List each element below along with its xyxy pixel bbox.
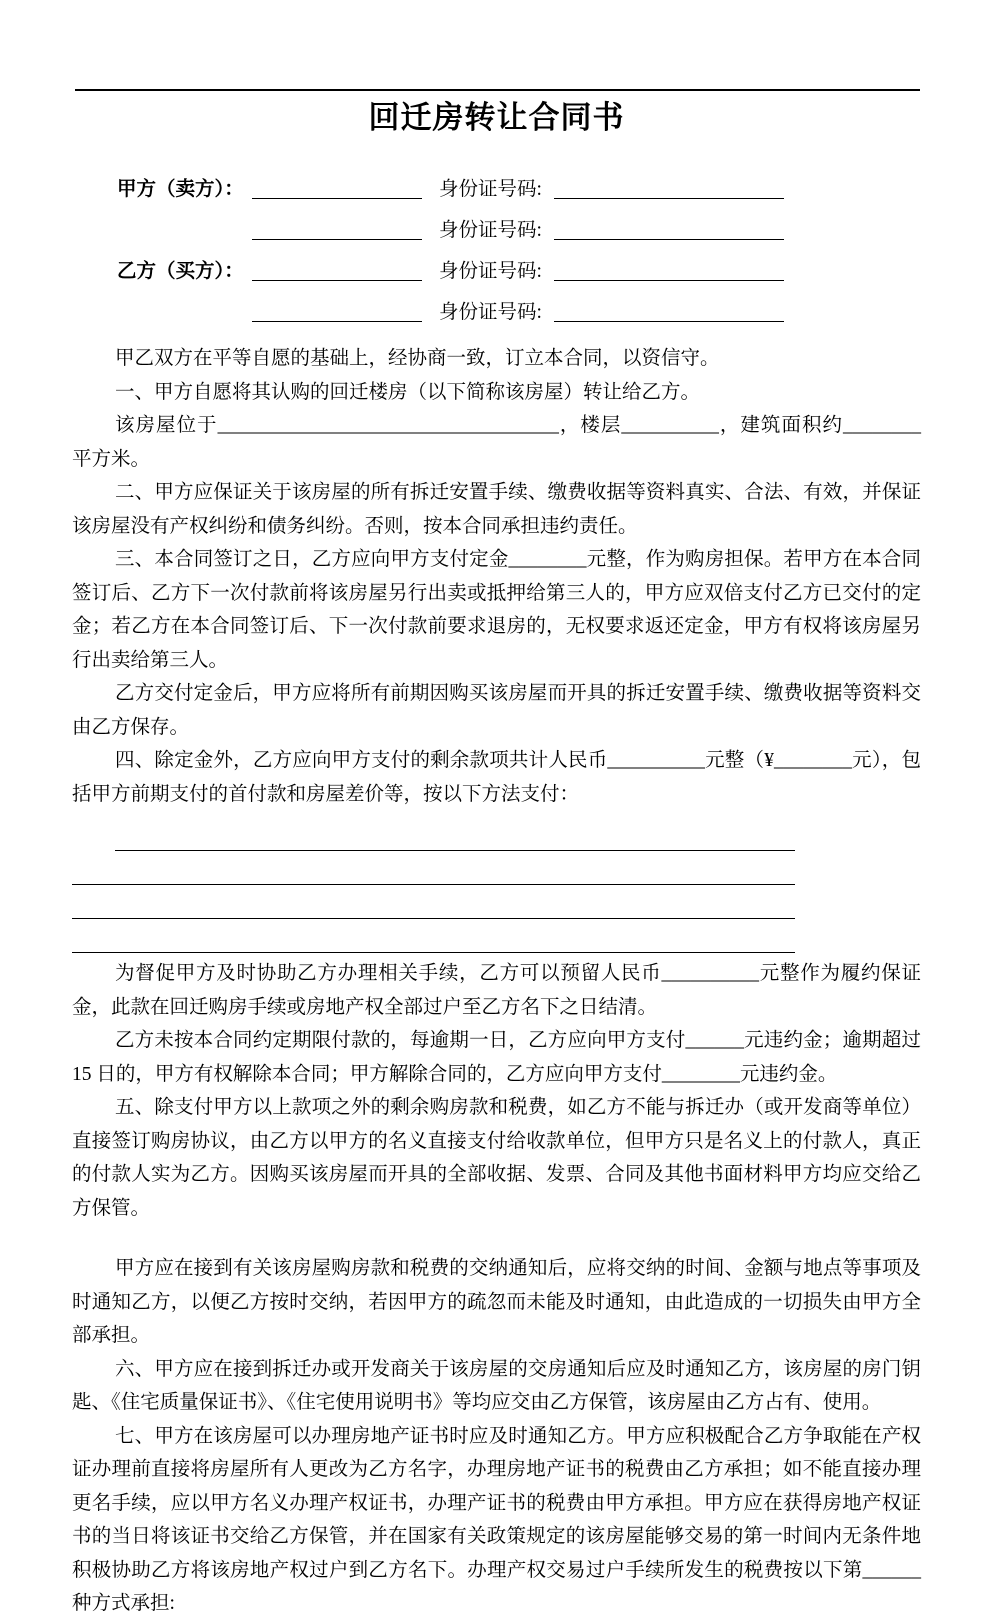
party-b-row bbox=[117, 260, 993, 283]
party-a2-name-blank[interactable] bbox=[252, 219, 422, 240]
para-house-location: 该房屋位于___________________________________，楼层__________，建筑面积约________平方米。 bbox=[72, 415, 921, 470]
party-b-name-blank[interactable] bbox=[252, 260, 422, 281]
page-title: 回迁房转让合同书 bbox=[368, 100, 625, 135]
party-b2-id-blank[interactable] bbox=[554, 301, 784, 322]
para-clause-1: 一、甲方自愿将其认购的回迁楼房（以下简称该房屋）转让给乙方。 bbox=[115, 381, 701, 403]
party-a2-id-label: 身份证号码: bbox=[439, 220, 542, 241]
payment-method-fill-lines bbox=[72, 817, 921, 953]
fill-in-line[interactable] bbox=[115, 817, 795, 851]
para-late-payment: 乙方未按本合同约定期限付款的，每逾期一日，乙方应向甲方支付______元违约金；逾期超过 15 日的，甲方有权解除本合同；甲方解除合同的，乙方应向甲方支付________元违约金。 bbox=[72, 1030, 921, 1085]
party-b-id-blank[interactable] bbox=[554, 260, 784, 281]
party-b2-row bbox=[117, 301, 993, 324]
para-preamble: 甲乙双方在平等自愿的基础上，经协商一致，订立本合同，以资信守。 bbox=[115, 348, 720, 369]
contract-body bbox=[72, 342, 921, 1621]
party-a2-id-blank[interactable] bbox=[554, 219, 784, 240]
fill-in-line[interactable] bbox=[72, 885, 795, 919]
para-clause-5: 五、除支付甲方以上款项之外的剩余购房款和税费，如乙方不能与拆迁办（或开发商等单位）直接签订购房协议，由乙方以甲方的名义直接支付给收款单位，但甲方只是名义上的付款人，真正的付款人实为乙方。因购买该房屋而开具的全部收据、发票、合同及其他书面材料甲方均应交给乙方保管。 bbox=[72, 1097, 921, 1219]
para-payment-notice: 甲方应在接到有关该房屋购房款和税费的交纳通知后，应将交纳的时间、金额与地点等事项及时通知乙方，以便乙方按时交纳，若因甲方的疏忽而未能及时通知，由此造成的一切损失由甲方全部承担。 bbox=[72, 1258, 921, 1346]
party-b-id-label: 身份证号码: bbox=[439, 261, 542, 282]
fill-in-line[interactable] bbox=[72, 851, 795, 885]
party-b-label: 乙方（买方）： bbox=[117, 261, 244, 282]
party-b2-id-label: 身份证号码: bbox=[439, 302, 542, 323]
para-clause-3: 三、本合同签订之日，乙方应向甲方支付定金________元整，作为购房担保。若甲方在本合同签订后、乙方下一次付款前将该房屋另行出卖或抵押给第三人的，甲方应双倍支付乙方已交付的定金；若乙方在本合同签订后、下一次付款前要求退房的，无权要求返还定金，甲方有权将该房屋另行出卖给第三人。 bbox=[72, 549, 921, 671]
para-clause-2: 二、甲方应保证关于该房屋的所有拆迁安置手续、缴费收据等资料真实、合法、有效，并保证该房屋没有产权纠纷和债务纠纷。否则，按本合同承担违约责任。 bbox=[72, 482, 921, 537]
party-a-label: 甲方（卖方）： bbox=[117, 179, 244, 200]
party-a-name-blank[interactable] bbox=[252, 178, 422, 199]
para-clause-4: 四、除定金外，乙方应向甲方支付的剩余款项共计人民币__________元整（¥________元），包括甲方前期支付的首付款和房屋差价等，按以下方法支付： bbox=[72, 750, 921, 805]
fill-in-line[interactable] bbox=[72, 919, 795, 953]
para-clause-6: 六、甲方应在接到拆迁办或开发商关于该房屋的交房通知后应及时通知乙方，该房屋的房门钥匙、《住宅质量保证书》、《住宅使用说明书》等均应交由乙方保管，该房屋由乙方占有、使用。 bbox=[72, 1358, 921, 1413]
party-a2-row bbox=[117, 219, 993, 242]
para-clause-7: 七、甲方在该房屋可以办理房地产证书时应及时通知乙方。甲方应积极配合乙方争取能在产权证办理前直接将房屋所有人更改为乙方名字，办理房地产证书的税费由乙方承担；如不能直接办理更名手续，应以甲方名义办理产权证书，办理产证书的税费由甲方承担。甲方应在获得房地产权证书的当日将该证书交给乙方保管，并在国家有关政策规定的该房屋能够交易的第一时间内无条件地积极协助乙方将该房地产权过户到乙方名下。办理产权交易过户手续所发生的税费按以下第______种方式承担: bbox=[72, 1425, 921, 1614]
party-a-row bbox=[117, 178, 993, 201]
party-b2-name-blank[interactable] bbox=[252, 301, 422, 322]
header-divider bbox=[75, 89, 920, 91]
para-deposit-docs: 乙方交付定金后，甲方应将所有前期因购买该房屋而开具的拆迁安置手续、缴费收据等资料交由乙方保存。 bbox=[72, 683, 921, 738]
para-performance-bond: 为督促甲方及时协助乙方办理相关手续，乙方可以预留人民币__________元整作为履约保证金，此款在回迁购房手续或房地产权全部过户至乙方名下之日结清。 bbox=[72, 963, 921, 1018]
party-a-id-blank[interactable] bbox=[554, 178, 784, 199]
party-a-id-label: 身份证号码: bbox=[439, 179, 542, 200]
parties-section bbox=[117, 178, 993, 324]
